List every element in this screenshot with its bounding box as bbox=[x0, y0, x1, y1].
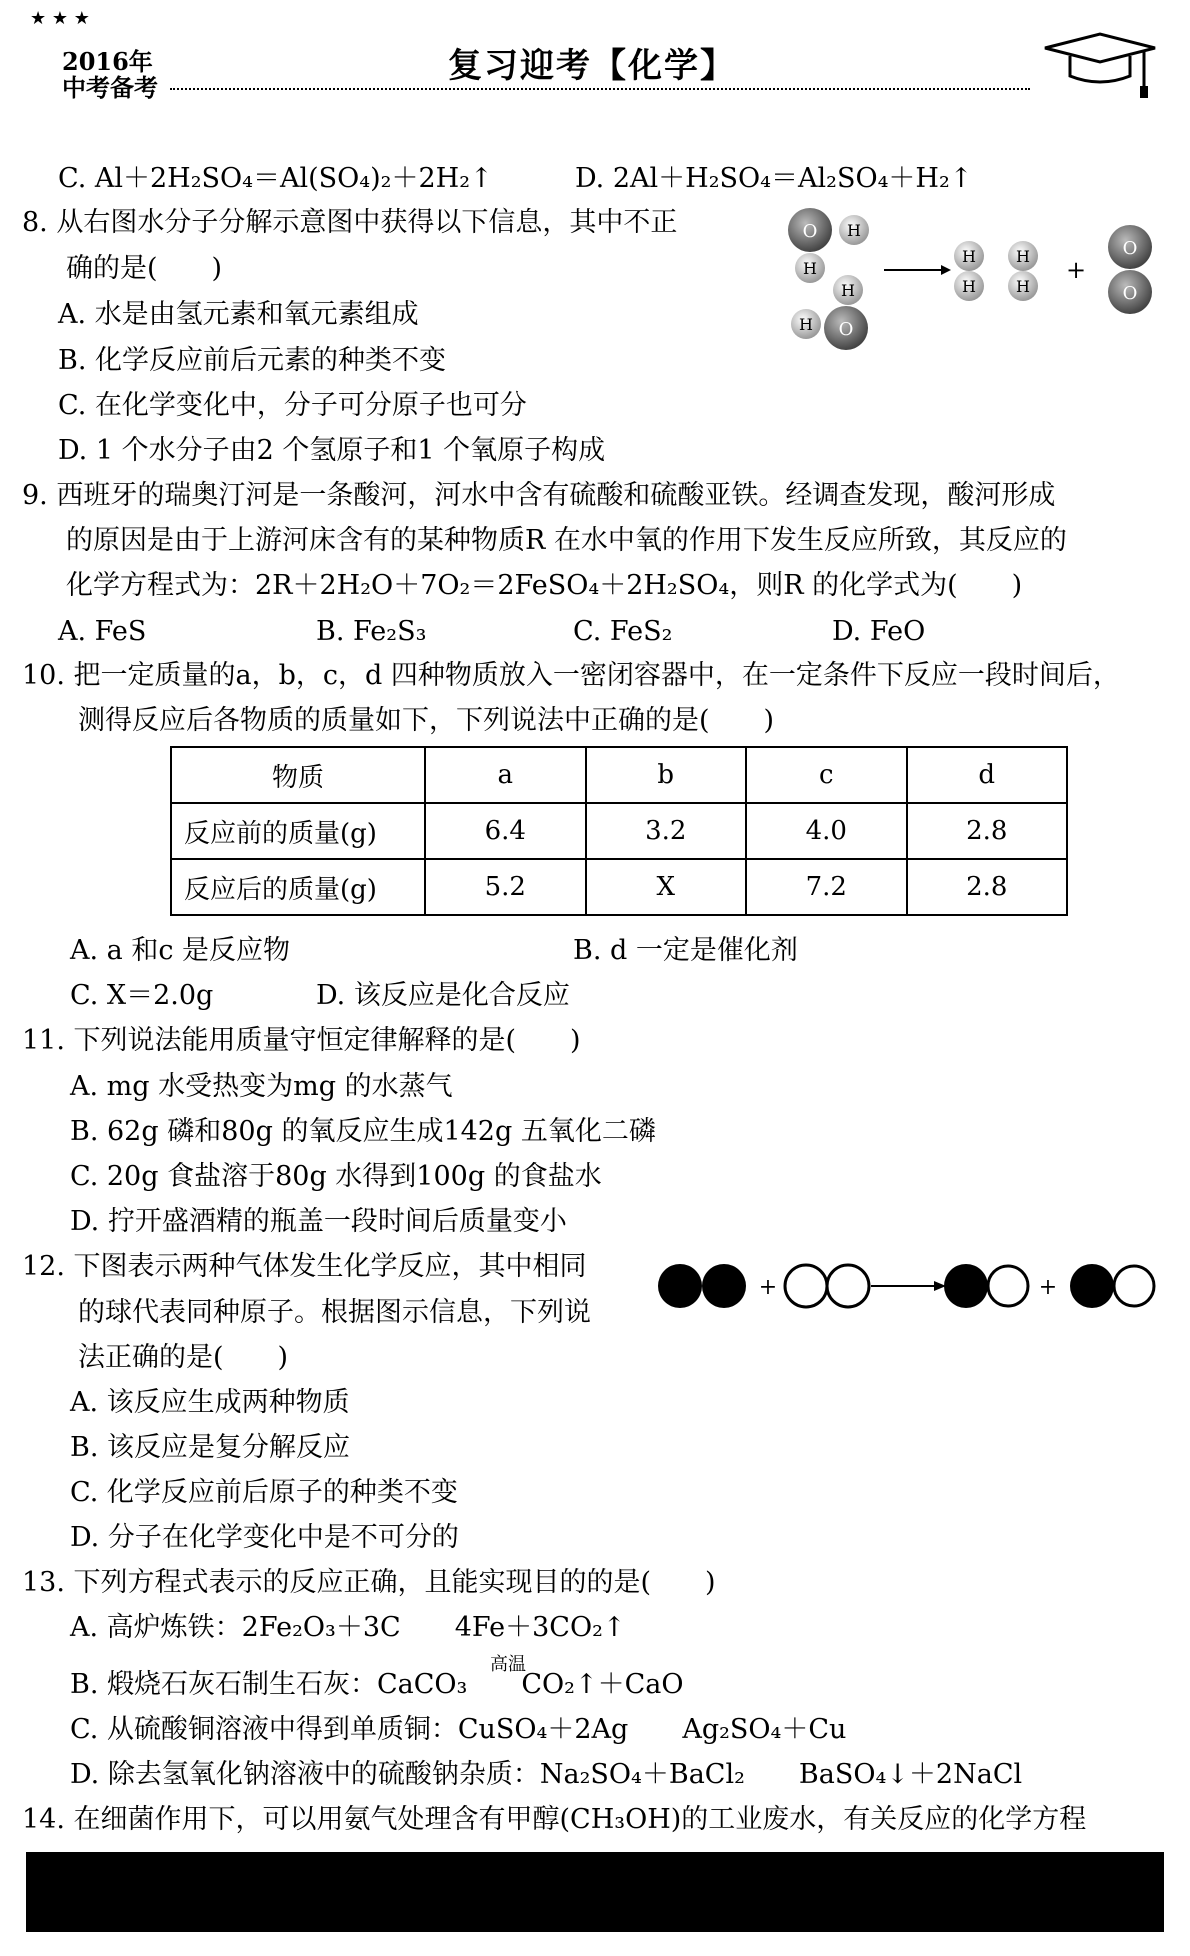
question-8-option-a: A. 水是由氢元素和氧元素组成 bbox=[58, 299, 419, 330]
oxygen-molecule bbox=[1108, 225, 1152, 314]
question-11-stem: 11. 下列说法能用质量守恒定律解释的是( ) bbox=[22, 1025, 581, 1056]
hydrogen-atom-label: H bbox=[1016, 247, 1030, 266]
option-c-prev: C. Al＋2H₂SO₄＝Al(SO₄)₂＋2H₂↑ bbox=[58, 163, 493, 194]
hydrogen-atom-label: H bbox=[799, 315, 813, 334]
water-molecule bbox=[791, 275, 868, 350]
question-8-stem: 8. 从右图水分子分解示意图中获得以下信息，其中不正 bbox=[22, 207, 678, 238]
hydrogen-atom-label: H bbox=[841, 281, 855, 300]
option-d-prev: D. 2Al＋H₂SO₄＝Al₂SO₄＋H₂↑ bbox=[575, 163, 973, 194]
table-row bbox=[171, 803, 1067, 859]
question-10-stem: 10. 把一定质量的a，b，c，d 四种物质放入一密闭容器中，在一定条件下反应一段时间后， bbox=[22, 660, 1120, 691]
header-subtitle: 中考备考 bbox=[62, 73, 158, 102]
question-13-option-b: B. 煅烧石灰石制生石灰：CaCO₃ CO₂↑＋CaO bbox=[70, 1669, 684, 1700]
question-10-option-a: A. a 和c 是反应物 bbox=[70, 935, 291, 966]
table-header-cell: a bbox=[425, 747, 586, 803]
hydrogen-atom-label: H bbox=[962, 277, 976, 296]
question-9-option-a: A. FeS bbox=[58, 616, 147, 647]
table-header-cell: 物质 bbox=[171, 747, 425, 803]
arrow-head-icon bbox=[941, 265, 951, 275]
question-8-stem-cont: 确的是( ) bbox=[66, 253, 223, 284]
plus-sign: + bbox=[1038, 1275, 1058, 1300]
table-header-cell: b bbox=[586, 747, 747, 803]
plus-sign: + bbox=[758, 1275, 778, 1300]
page-title: 复习迎考【化学】 bbox=[448, 46, 736, 86]
table-cell: 3.2 bbox=[586, 803, 747, 859]
table-header-cell: c bbox=[746, 747, 907, 803]
oxygen-atom-label: O bbox=[838, 319, 854, 340]
question-12-option-a: A. 该反应生成两种物质 bbox=[70, 1387, 350, 1418]
question-12-stem-cont: 的球代表同种原子。根据图示信息，下列说 bbox=[78, 1297, 591, 1328]
question-10-option-d: D. 该反应是化合反应 bbox=[316, 980, 570, 1011]
question-8-option-d: D. 1 个水分子由2 个氢原子和1 个氧原子构成 bbox=[58, 435, 606, 466]
reactant-molecule-black bbox=[658, 1264, 746, 1308]
question-11-option-b: B. 62g 磷和80g 的氧反应生成142g 五氧化二磷 bbox=[70, 1116, 656, 1147]
hydrogen-atom-label: H bbox=[803, 259, 817, 278]
question-12-stem: 12. 下图表示两种气体发生化学反应，其中相同 bbox=[22, 1251, 587, 1282]
question-12-option-d: D. 分子在化学变化中是不可分的 bbox=[70, 1522, 459, 1553]
plus-sign: + bbox=[1065, 256, 1087, 284]
question-13-option-a: A. 高炉炼铁：2Fe₂O₃＋3C 4Fe＋3CO₂↑ bbox=[70, 1612, 626, 1643]
oxygen-atom-label: O bbox=[1122, 283, 1138, 304]
question-13-option-c: C. 从硫酸铜溶液中得到单质铜：CuSO₄＋2Ag Ag₂SO₄＋Cu bbox=[70, 1714, 847, 1745]
stars-decoration: ★ ★ ★ bbox=[30, 8, 90, 29]
question-13-option-d: D. 除去氢氧化钠溶液中的硫酸钠杂质：Na₂SO₄＋BaCl₂ BaSO₄↓＋2NaCl bbox=[70, 1759, 1023, 1790]
footer-bar bbox=[26, 1852, 1164, 1932]
question-12-option-c: C. 化学反应前后原子的种类不变 bbox=[70, 1477, 458, 1508]
table-cell: 4.0 bbox=[746, 803, 907, 859]
product-molecule bbox=[1070, 1264, 1154, 1308]
hydrogen-atom-label: H bbox=[1016, 277, 1030, 296]
mass-table bbox=[170, 746, 1068, 916]
question-11-option-c: C. 20g 食盐溶于80g 水得到100g 的食盐水 bbox=[70, 1161, 602, 1192]
table-cell: 6.4 bbox=[425, 803, 586, 859]
question-9-stem: 9. 西班牙的瑞奥汀河是一条酸河，河水中含有硫酸和硫酸亚铁。经调查发现，酸河形成 bbox=[22, 480, 1056, 511]
question-11-option-a: A. mg 水受热变为mg 的水蒸气 bbox=[70, 1071, 453, 1102]
table-cell: 5.2 bbox=[425, 859, 586, 915]
hydrogen-atom-label: H bbox=[962, 247, 976, 266]
question-12-option-b: B. 该反应是复分解反应 bbox=[70, 1432, 351, 1463]
question-10-option-c: C. X＝2.0g bbox=[70, 980, 214, 1011]
oxygen-atom-label: O bbox=[1122, 238, 1138, 259]
header-divider bbox=[170, 88, 1030, 90]
oxygen-atom-label: O bbox=[802, 221, 818, 242]
table-header-row bbox=[171, 747, 1067, 803]
question-9-stem-cont: 的原因是由于上游河床含有的某种物质R 在水中氧的作用下发生反应所致，其反应的 bbox=[66, 525, 1067, 556]
hydrogen-atom-label: H bbox=[847, 221, 861, 240]
hydrogen-molecule bbox=[1008, 241, 1038, 301]
table-cell: 7.2 bbox=[746, 859, 907, 915]
question-9-option-d: D. FeO bbox=[832, 616, 926, 647]
table-cell: 反应后的质量(g) bbox=[171, 859, 425, 915]
question-13-stem: 13. 下列方程式表示的反应正确，且能实现目的的是( ) bbox=[22, 1567, 716, 1598]
table-cell: 2.8 bbox=[907, 803, 1068, 859]
question-10-stem-cont: 测得反应后各物质的质量如下，下列说法中正确的是( ) bbox=[78, 705, 775, 736]
table-cell: 反应前的质量(g) bbox=[171, 803, 425, 859]
question-8-option-b: B. 化学反应前后元素的种类不变 bbox=[58, 345, 447, 376]
graduation-cap-icon bbox=[1040, 30, 1160, 100]
page-header bbox=[0, 0, 1190, 120]
reactant-molecule-white bbox=[785, 1265, 869, 1307]
table-cell: 2.8 bbox=[907, 859, 1068, 915]
table-cell: X bbox=[586, 859, 747, 915]
product-molecule bbox=[944, 1264, 1028, 1308]
question-14-stem: 14. 在细菌作用下，可以用氨气处理含有甲醇(CH₃OH)的工业废水，有关反应的化学方程 bbox=[22, 1804, 1087, 1835]
gas-reaction-diagram bbox=[656, 1256, 1166, 1316]
question-9-equation: 化学方程式为：2R＋2H₂O＋7O₂＝2FeSO₄＋2H₂SO₄，则R 的化学式为( ) bbox=[66, 570, 1023, 601]
table-row bbox=[171, 859, 1067, 915]
question-9-option-c: C. FeS₂ bbox=[573, 616, 673, 647]
question-10-option-b: B. d 一定是催化剂 bbox=[573, 935, 798, 966]
header-year: 2016年 bbox=[62, 47, 153, 76]
question-11-option-d: D. 拧开盛酒精的瓶盖一段时间后质量变小 bbox=[70, 1206, 567, 1237]
water-molecule bbox=[788, 208, 869, 283]
water-decomposition-diagram bbox=[776, 200, 1176, 360]
question-9-option-b: B. Fe₂S₃ bbox=[316, 616, 427, 647]
question-12-stem-cont2: 法正确的是( ) bbox=[78, 1342, 289, 1373]
question-8-option-c: C. 在化学变化中，分子可分原子也可分 bbox=[58, 390, 527, 421]
table-header-cell: d bbox=[907, 747, 1068, 803]
reaction-condition: 高温 bbox=[490, 1654, 526, 1675]
hydrogen-molecule bbox=[954, 241, 984, 301]
